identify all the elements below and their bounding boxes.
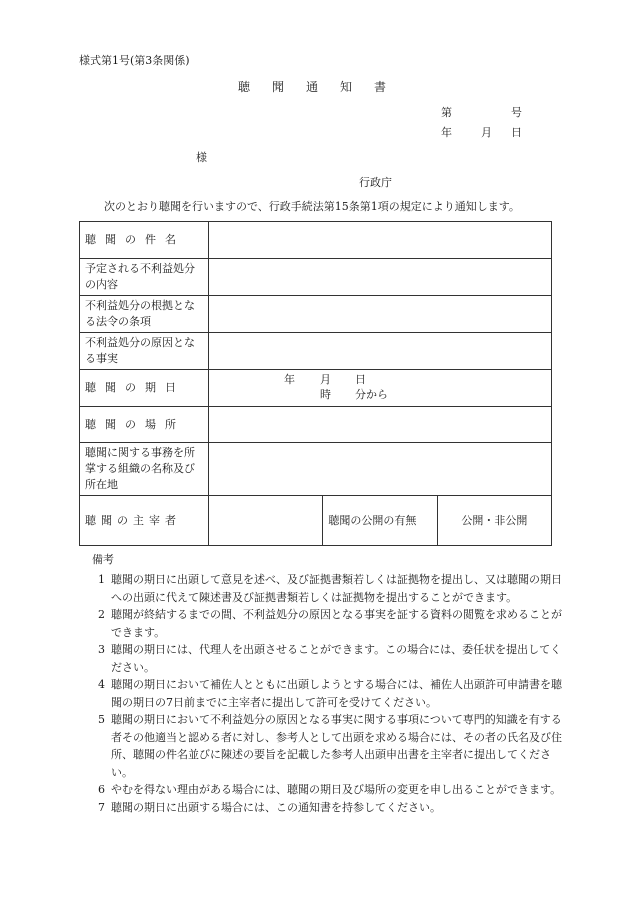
date-nen: 年 <box>441 126 452 139</box>
cause-facts-label: 不利益処分の原因となる事実 <box>80 333 209 370</box>
hearing-place-label: 聴聞の場所 <box>80 407 209 443</box>
note-item: 2 聴聞が終結するまでの間、不利益処分の原因となる事実を証する資料の閲覧を求めることができます。 <box>98 608 562 639</box>
planned-disposition-label: 予定される不利益処分の内容 <box>80 259 209 296</box>
presider-value <box>209 496 323 546</box>
notes-section <box>92 551 562 816</box>
intro-text: 次のとおり聴聞を行いますので、行政手続法第15条第1項の規定により通知します。 <box>104 200 520 213</box>
table-row <box>80 496 552 546</box>
hearing-time-ji: 時 <box>320 388 331 401</box>
organization-value <box>209 443 552 496</box>
table-row <box>80 443 552 496</box>
hearing-date-hi: 日 <box>355 373 366 386</box>
notes-title: 備考 <box>92 553 114 566</box>
number-go: 号 <box>511 106 522 119</box>
cause-facts-value <box>209 333 552 370</box>
hearing-place-value <box>209 407 552 443</box>
number-dai: 第 <box>441 106 452 119</box>
table-row <box>80 370 552 407</box>
presider-label: 聴聞の主宰者 <box>80 496 209 546</box>
case-name-value <box>209 222 552 259</box>
hearing-form-table <box>79 221 552 546</box>
hearing-date-value <box>209 370 552 407</box>
note-item: 3 聴聞の期日には、代理人を出頭させることができます。この場合には、委任状を提出してください。 <box>98 643 562 674</box>
public-status-label: 聴聞の公開の有無 <box>323 496 437 546</box>
note-item: 4 聴聞の期日において補佐人とともに出頭しようとする場合には、補佐人出頭許可申請書を聴聞の期日の7日前までに主宰者に提出して許可を受けてください。 <box>98 678 562 709</box>
legal-basis-label: 不利益処分の根拠となる法令の条項 <box>80 296 209 333</box>
hearing-time-fun: 分から <box>355 388 388 401</box>
legal-basis-value <box>209 296 552 333</box>
hearing-date-tsuki: 月 <box>320 373 331 386</box>
planned-disposition-value <box>209 259 552 296</box>
table-row <box>80 333 552 370</box>
organization-label: 聴聞に関する事務を所掌する組織の名称及び所在地 <box>80 443 209 496</box>
recipient-sama: 様 <box>196 151 207 164</box>
hearing-date-nen: 年 <box>284 373 295 386</box>
form-number: 様式第1号(第3条関係) <box>79 54 190 67</box>
table-row <box>80 222 552 259</box>
table-row <box>80 259 552 296</box>
table-row <box>80 296 552 333</box>
case-name-label: 聴聞の件名 <box>80 222 209 259</box>
public-status-value: 公開・非公開 <box>437 496 551 546</box>
issuing-agency: 行政庁 <box>359 176 392 189</box>
date-hi: 日 <box>511 126 522 139</box>
note-item: 7 聴聞の期日に出頭する場合には、この通知書を持参してください。 <box>98 800 441 814</box>
note-item: 6 やむを得ない理由がある場合には、聴聞の期日及び場所の変更を申し出ることができます。 <box>98 783 562 796</box>
hearing-date-label: 聴聞の期日 <box>80 370 209 407</box>
note-item: 5 聴聞の期日において不利益処分の原因となる事実に関する事項について専門的知識を有する者その他適当と認める者に対し、参考人として出頭を求める場合には、その者の氏名及び住所、聴聞の件名並びに陳述の要旨を記載した参考人出頭申出書を主宰者に提出してください。 <box>98 713 562 779</box>
date-tsuki: 月 <box>481 126 492 139</box>
document-title: 聴聞通知書 <box>238 80 409 94</box>
table-row <box>80 407 552 443</box>
note-item: 1 聴聞の期日に出頭して意見を述べ、及び証拠書類若しくは証拠物を提出し、又は聴聞の期日への出頭に代えて陳述書及び証拠書類若しくは証拠物を提出することができます。 <box>98 573 562 604</box>
